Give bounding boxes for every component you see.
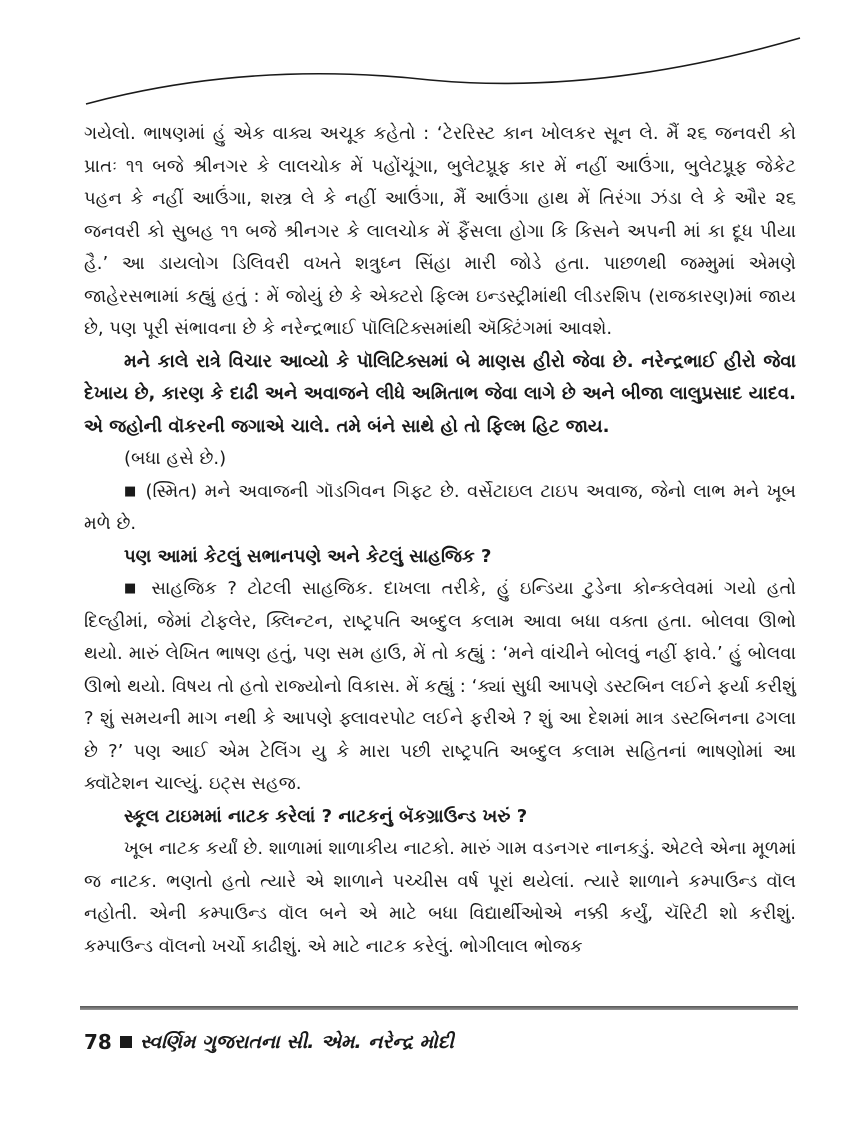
header-wave-decoration	[0, 0, 858, 110]
paragraph-3-text: (બધા હસે છે.)	[124, 448, 227, 469]
paragraph-7-text: સ્કૂલ ટાઇમમાં નાટક કરેલાં ? નાટકનું બૅકગ્રાઉન્ડ ખરું ?	[124, 805, 528, 827]
paragraph-1-text: ગયેલો. ભાષણમાં હું એક વાક્ય અચૂક કહેતો : ‘ટેરરિસ્ટ કાન ખોલકર સૂન લે. મૈં ૨૬ જનવરી કો પ્રાતઃ ૧૧ બજે શ્રીનગર કે લાલચોક મેં પહોંચૂંગા, બુલેટપ્રૂફ કાર મેં નહીં આઉંગા, બુલેટપ્રૂફ જેકેટ પહન કે નહીં આઉંગા, શસ્ત્ર લે કે નહીં આઉંગા, મૈં આઉંગા હાથ મેં તિરંગા ઝંડા લે કે ઔર ૨૬ જનવરી કો સુબહ ૧૧ બજે શ્રીનગર કે લાલચોક મેં ફૈંસલા હોગા કિ કિસને અપની માં કા દૂધ પીયા હૈ.’ આ ડાયલોગ ડિલિવરી વખતે શત્રુઘ્ન સિંહા મારી જોડે હતા. પાછળથી જમ્મુમાં એમણે જાહેરસભામાં કહ્યું હતું : મેં જોયું છે કે એક્ટરો ફિલ્મ ઇન્ડસ્ટ્રીમાંથી લીડરશિપ (રાજકારણ)માં જાય છે, પણ પૂરી સંભાવના છે કે નરેન્દ્રભાઈ પૉલિટિક્સમાંથી ઍક્ટિંગમાં આવશે.	[84, 123, 796, 339]
paragraph-2-text: મને કાલે રાત્રે વિચાર આવ્યો કે પૉલિટિક્સમાં બે માણસ હીરો જેવા છે. નરેન્દ્રભાઈ હીરો જેવા દેખાય છે, કારણ કે દાઢી અને અવાજને લીધે અમિતાભ જેવા લાગે છે અને બીજા લાલુપ્રસાદ યાદવ. એ જહોની વૉકરની જગાએ ચાલે. તમે બંને સાથે હો તો ફિલ્મ હિટ જાય.	[84, 350, 796, 437]
article-body	[84, 118, 796, 963]
page-footer	[84, 1030, 454, 1054]
paragraph-6-text: સાહજિક ? ટોટલી સાહજિક. દાખલા તરીકે, હું ઇન્ડિયા ટુડેના કોન્કલેવમાં ગયો હતો દિલ્હીમાં, જેમાં ટોફલેર, ક્લિન્ટન, રાષ્ટ્રપતિ અબ્દુલ કલામ આવા બધા વક્તા હતા. બોલવા ઊભો થયો. મારું લેખિત ભાષણ હતું, પણ સમ હાઉ, મેં તો કહ્યું : ‘મને વાંચીને બોલવું નહીં ફાવે.’ હું બોલવા ઊભો થયો. વિષય તો હતો રાજ્યોનો વિકાસ. મેં કહ્યું : ‘ક્યાં સુધી આપણે ડસ્ટબિન લઈને ફર્યા કરીશું ? શું સમયની માગ નથી કે આપણે ફ્લાવરપોટ લઈને ફરીએ ? શું આ દેશમાં માત્ર ડસ્ટબિનના ઢગલા છે ?’ પણ આઈ એમ ટેલિંગ યુ કે મારા પછી રાષ્ટ્રપતિ અબ્દુલ કલામ સહિતનાં ભાષણોમાં આ ક્વૉટેશન ચાલ્યું. ઇટ્સ સહજ.	[84, 578, 796, 794]
paragraph-3-laughter	[84, 443, 796, 476]
square-bullet-icon: ■	[124, 581, 141, 596]
square-separator-icon	[120, 1036, 132, 1048]
square-bullet-icon: ■	[124, 483, 139, 499]
paragraph-1	[84, 118, 796, 346]
paragraph-5-question	[84, 541, 796, 574]
paragraph-4-answer	[84, 476, 796, 541]
paragraph-4-text: (સ્મિત) મને અવાજની ગૉડગિવન ગિફ્ટ છે. વર્સેટાઇલ ટાઇપ અવાજ, જેનો લાભ મને ખૂબ મળે છે.	[84, 480, 796, 534]
paragraph-7-question	[84, 801, 796, 834]
paragraph-8-text: ખૂબ નાટક કર્યાં છે. શાળામાં શાળાકીય નાટકો. મારું ગામ વડનગર નાનકડું. એટલે એના મૂળમાં જ નાટક. ભણતો હતો ત્યારે એ શાળાને પચ્ચીસ વર્ષ પૂરાં થયેલાં. ત્યારે શાળાને કમ્પાઉન્ડ વૉલ નહોતી. એની કમ્પાઉન્ડ વૉલ બને એ માટે બધા વિદ્યાર્થીઓએ નક્કી કર્યું, ચૅરિટી શો કરીશું. કમ્પાઉન્ડ વૉલનો ખર્ચો કાઢીશું. એ માટે નાટક કરેલું. ભોગીલાલ ભોજક	[84, 838, 796, 957]
footer-rule	[80, 1006, 798, 1010]
paragraph-5-text: પણ આમાં કેટલું સભાનપણે અને કેટલું સાહજિક ?	[124, 545, 492, 567]
paragraph-8-answer	[84, 833, 796, 963]
book-title: સ્વર્ણિમ ગુજરાતના સી. એમ. નરેન્દ્ર મોદી	[139, 1031, 454, 1053]
paragraph-6-answer	[84, 573, 796, 801]
page-number: 78	[84, 1030, 112, 1054]
paragraph-2-question	[84, 346, 796, 444]
